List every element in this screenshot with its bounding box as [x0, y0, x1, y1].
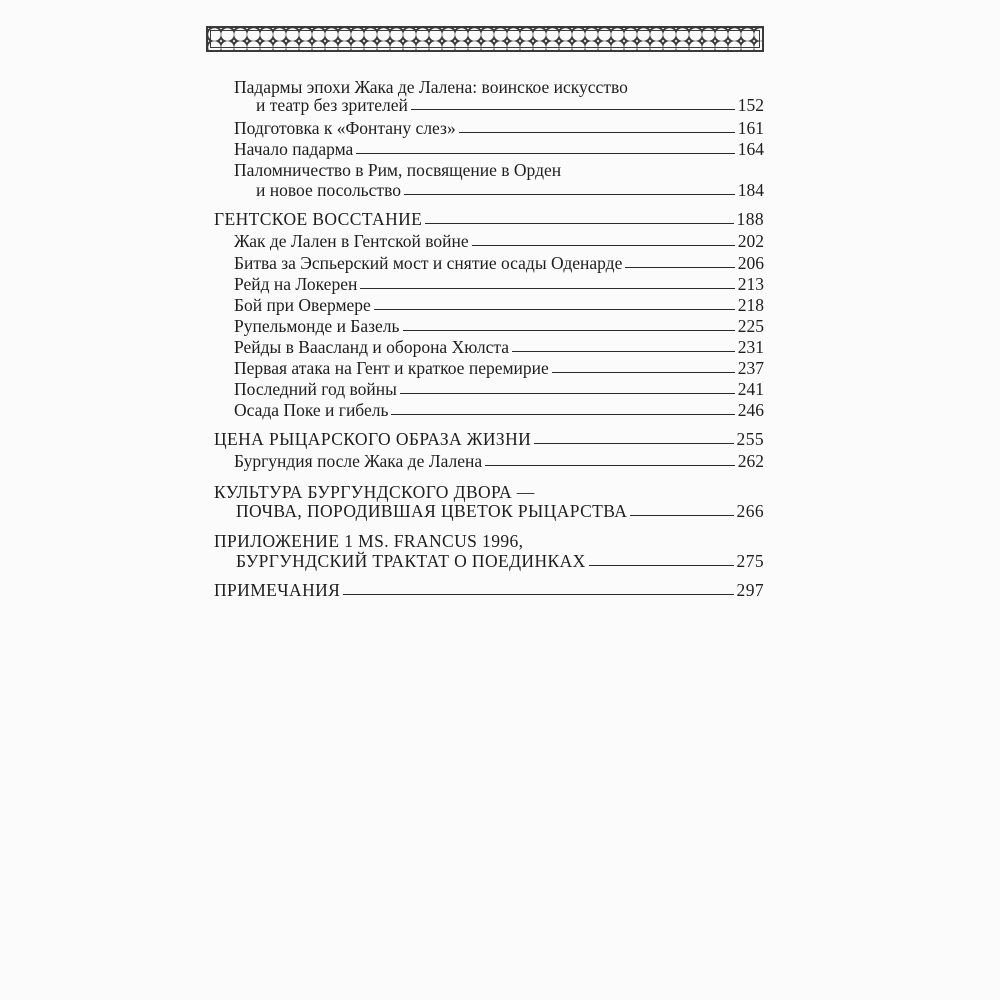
leader-line [360, 287, 734, 289]
toc-section-line1: ПРИЛОЖЕНИЕ 1 MS. FRANCUS 1996, [214, 531, 524, 551]
leader-line [552, 371, 735, 373]
toc-entry-page: 237 [737, 358, 764, 378]
toc-section-page: 188 [736, 209, 764, 229]
leader-line [411, 108, 735, 110]
toc-entry-title: Бой при Овермере [234, 295, 371, 315]
toc-entry-title: и театр без зрителей [256, 95, 408, 115]
toc-entry[interactable] [234, 399, 764, 421]
toc-entry-page: 161 [737, 118, 764, 138]
leader-line [472, 244, 735, 246]
toc-entry[interactable] [234, 117, 764, 139]
leader-line [356, 152, 734, 154]
toc-entry-title: Рупельмонде и Базель [234, 316, 400, 336]
leader-line [374, 308, 735, 310]
toc-entry-title: Начало падарма [234, 139, 354, 159]
toc-section-title: ПРИМЕЧАНИЯ [214, 580, 341, 600]
leader-line [404, 193, 735, 195]
toc-entry-title: Подготовка к «Фонтану слез» [234, 118, 456, 138]
toc-entry[interactable] [234, 252, 764, 274]
leader-line [343, 593, 733, 595]
toc-entry[interactable] [256, 94, 764, 116]
toc-entry-title: Рейд на Локерен [234, 274, 358, 294]
toc-section-page: 275 [736, 551, 764, 571]
leader-line [625, 266, 734, 268]
toc-entry-title: Осада Поке и гибель [234, 400, 389, 420]
toc-entry-title: и новое посольство [256, 180, 401, 200]
toc-section[interactable] [236, 500, 764, 522]
toc-entry-line1: Падармы эпохи Жака де Лалена: воинское искусство [234, 77, 628, 97]
toc-entry-title: Рейды в Вааcланд и оборона Хюлста [234, 337, 509, 357]
leader-line [400, 392, 735, 394]
toc-entry-page: 206 [737, 253, 764, 273]
leader-line [403, 329, 735, 331]
toc-entry-page: 213 [737, 274, 764, 294]
leader-line [630, 514, 733, 516]
toc-entry-title: Жак де Лален в Гентской войне [234, 231, 469, 251]
toc-entry-title: Первая атака на Гент и краткое перемирие [234, 358, 549, 378]
toc-entry-title: Последний год войны [234, 379, 397, 399]
toc-section-title: ПОЧВА, ПОРОДИВШАЯ ЦВЕТОК РЫЦАРСТВА [236, 501, 628, 521]
toc-entry-page: 202 [737, 231, 764, 251]
toc-entry[interactable] [234, 315, 764, 337]
leader-line [589, 564, 734, 566]
toc-entry-page: 184 [737, 180, 764, 200]
toc-entry[interactable] [234, 357, 764, 379]
toc-entry[interactable] [234, 450, 764, 472]
toc-entry[interactable] [234, 294, 764, 316]
toc-entry[interactable] [256, 179, 764, 201]
leader-line [534, 442, 733, 444]
toc-entry-page: 225 [737, 316, 764, 336]
leader-line [512, 350, 735, 352]
toc-section-title: БУРГУНДСКИЙ ТРАКТАТ О ПОЕДИНКАХ [236, 551, 586, 571]
toc-entry[interactable] [234, 336, 764, 358]
leader-line [391, 413, 734, 415]
toc-entry[interactable] [234, 273, 764, 295]
toc-section-page: 297 [736, 580, 764, 600]
toc-entry-page: 164 [737, 139, 764, 159]
toc-section-title: ЦЕНА РЫЦАРСКОГО ОБРАЗА ЖИЗНИ [214, 429, 532, 449]
toc-entry-page: 262 [737, 451, 764, 471]
toc-entry[interactable] [234, 138, 764, 160]
toc-entry-line1: Паломничество в Рим, посвящение в Орден [234, 160, 562, 180]
toc-section-page: 255 [736, 429, 764, 449]
toc-section-line1: КУЛЬТУРА БУРГУНДСКОГО ДВОРА — [214, 482, 535, 502]
toc-section[interactable] [236, 550, 764, 572]
toc-entry-page: 231 [737, 337, 764, 357]
toc-entry-page: 241 [737, 379, 764, 399]
toc-section[interactable] [214, 208, 764, 230]
toc-entry-page: 218 [737, 295, 764, 315]
toc-entry[interactable] [234, 378, 764, 400]
leader-line [485, 464, 735, 466]
toc-section[interactable] [214, 579, 764, 601]
toc-entry-page: 152 [737, 95, 764, 115]
toc-section-title: ГЕНТСКОЕ ВОССТАНИЕ [214, 209, 423, 229]
toc-entry-page: 246 [737, 400, 764, 420]
toc-entry-title: Битва за Эспьерский мост и снятие осады Оденарде [234, 253, 623, 273]
leader-line [425, 222, 733, 224]
toc-section-page: 266 [736, 501, 764, 521]
leader-line [459, 131, 735, 133]
toc-entry-title: Бургундия после Жака де Лалена [234, 451, 483, 471]
toc-section[interactable] [214, 428, 764, 450]
toc-entry[interactable] [234, 230, 764, 252]
